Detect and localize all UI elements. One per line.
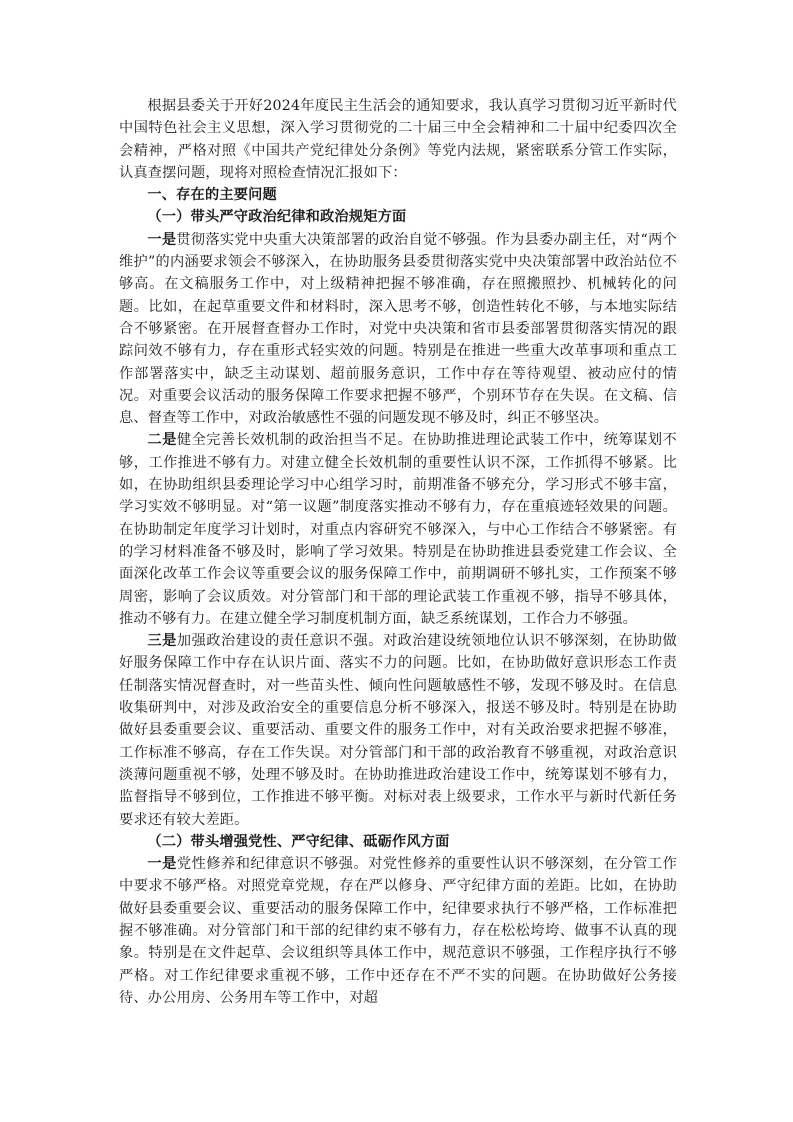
point-text: 贯彻落实党中央重大决策部署的政治自觉不够强。作为县委办副主任，对“两个维护”的内涵要求领会不够深入，在协助服务县委贯彻落实党中央决策部署中政治站位不够高。在文稿服务工作中，对上级精神把握不够准确，存在照搬照抄、机械转化的问题。比如，在起草重要文件和材料时，深入思考不够，创造性转化不够，与本地实际结合不够紧密。在开展督查督办工作时，对党中央决策和省市县委部署贯彻落实情况的跟踪问效不够有力，存在重形式轻实效的问题。特别是在推进一些重大改革事项和重点工作部署落实中，缺乏主动谋划、超前服务意识，工作中存在等待观望、被动应付的情况。对重要会议活动的服务保障工作要求把握不够严，个别环节存在失误。在文稿、信息、督查等工作中，对政治敏感性不强的问题发现不够及时，纠正不够坚决。 [119,231,677,427]
document-body [119,95,677,1009]
paragraph-point-2 [119,429,677,630]
paragraph-point-1 [119,229,677,430]
point-lead: 二是 [147,432,177,449]
section-heading-problems: 一、存在的主要问题 [147,187,277,204]
paragraph-point-4 [119,853,677,1009]
subsection-heading-party-spirit: （二）带头增强党性、严守纪律、砥砺作风方面 [147,833,450,850]
point-lead: 一是 [147,231,177,248]
subsection-heading-political-discipline: （一）带头严守政治纪律和政治规矩方面 [147,209,407,226]
point-lead: 一是 [147,856,177,873]
point-lead: 三是 [147,633,177,650]
intro-paragraph: 根据县委关于开好2024年度民主生活会的通知要求，我认真学习贯彻习近平新时代中国特色社会主义思想，深入学习贯彻党的二十届三中全会精神和二十届中纪委四次全会精神，严格对照《中国共产党纪律处分条例》等党内法规，紧密联系分管工作实际，认真查摆问题，现将对照检查情况汇报如下： [119,98,677,181]
point-text: 健全完善长效机制的政治担当不足。在协助推进理论武装工作中，统筹谋划不够，工作推进不够有力。对建立健全长效机制的重要性认识不深，工作抓得不够紧。比如，在协助组织县委理论学习中心组学习时，前期准备不够充分，学习形式不够丰富，学习实效不够明显。对“第一议题”制度落实推动不够有力，存在重痕迹轻效果的问题。在协助制定年度学习计划时，对重点内容研究不够深入，与中心工作结合不够紧密。有的学习材料准备不够及时，影响了学习效果。特别是在协助推进县委党建工作会议、全面深化改革工作会议等重要会议的服务保障工作中，前期调研不够扎实，工作预案不够周密，影响了会议质效。对分管部门和干部的理论武装工作重视不够，指导不够具体，推动不够有力。在建立健全学习制度机制方面，缺乏系统谋划，工作合力不够强。 [119,432,677,627]
point-text: 党性修养和纪律意识不够强。对党性修养的重要性认识不够深刻，在分管工作中要求不够严格。对照党章党规，存在严以修身、严守纪律方面的差距。比如，在协助做好县委重要会议、重要活动的服务保障工作中，纪律要求执行不够严格，工作标准把握不够准确。对分管部门和干部的纪律约束不够有力，存在松松垮垮、做事不认真的现象。特别是在文件起草、会议组织等具体工作中，规范意识不够强，工作程序执行不够严格。对工作纪律要求重视不够，工作中还存在不严不实的问题。在协助做好公务接待、办公用房、公务用车等工作中，对超 [119,856,677,1006]
paragraph-point-3 [119,630,677,831]
point-text: 加强政治建设的责任意识不强。对政治建设统领地位认识不够深刻，在协助做好服务保障工作中存在认识片面、落实不力的问题。比如，在协助做好意识形态工作责任制落实情况督查时，对一些苗头性、倾向性问题敏感性不够，发现不够及时。在信息收集研判中，对涉及政治安全的重要信息分析不够深入，报送不够及时。特别是在协助做好县委重要会议、重要活动、重要文件的服务工作中，对有关政治要求把握不够准，工作标准不够高，存在工作失误。对分管部门和干部的政治教育不够重视，对政治意识淡薄问题重视不够，处理不够及时。在协助推进政治建设工作中，统筹谋划不够有力，监督指导不够到位，工作推进不够平衡。对标对表上级要求，工作水平与新时代新任务要求还有较大差距。 [119,633,677,828]
